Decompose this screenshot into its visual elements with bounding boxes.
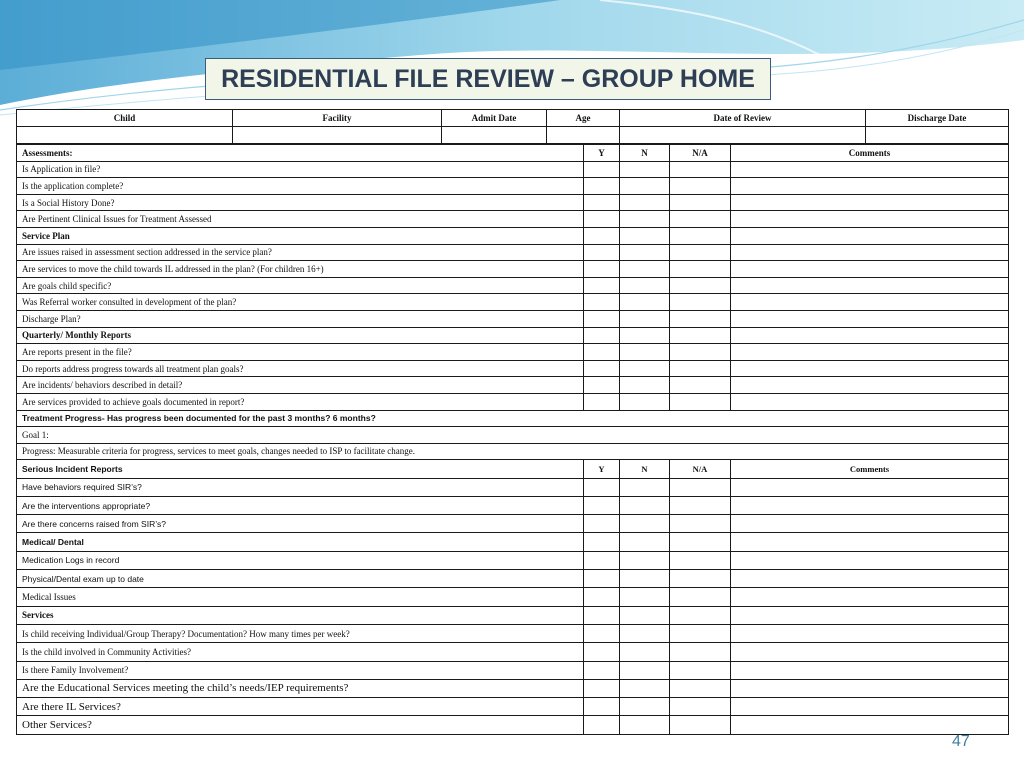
- row-label: Have behaviors required SIR’s?: [17, 478, 584, 496]
- row-label: Treatment Progress- Has progress been documented for the past 3 months? 6 months?: [17, 410, 1009, 427]
- checklist-row: [17, 360, 1009, 377]
- col-header-y-cell: Y: [584, 460, 620, 478]
- row-label: Services: [17, 606, 584, 624]
- row-label: Are the Educational Services meeting the child’s needs/IEP requirements?: [17, 679, 584, 697]
- y-cell[interactable]: [584, 277, 620, 294]
- row-label: Is the child involved in Community Activities?: [17, 643, 584, 661]
- n-cell[interactable]: [620, 294, 670, 311]
- header-table: [16, 109, 1009, 144]
- y-cell[interactable]: [584, 211, 620, 228]
- y-cell[interactable]: [584, 698, 620, 716]
- header-age: Age: [547, 110, 620, 127]
- y-cell[interactable]: [584, 194, 620, 211]
- y-cell[interactable]: [584, 244, 620, 261]
- n-cell[interactable]: [620, 478, 670, 496]
- header-facility: Facility: [233, 110, 442, 127]
- na-cell[interactable]: [670, 606, 731, 624]
- na-cell[interactable]: [670, 624, 731, 642]
- row-label: Medical Issues: [17, 588, 584, 606]
- row-label: Medication Logs in record: [17, 551, 584, 569]
- checklist-row: [17, 211, 1009, 228]
- na-cell[interactable]: [670, 227, 731, 244]
- na-cell[interactable]: [670, 310, 731, 327]
- header-date-of-review: Date of Review: [620, 110, 866, 127]
- discharge-date-input-cell[interactable]: [866, 127, 1009, 144]
- y-cell[interactable]: [584, 178, 620, 195]
- comments-cell[interactable]: [731, 496, 1009, 514]
- y-cell[interactable]: [584, 624, 620, 642]
- row-label: Is the application complete?: [17, 178, 584, 195]
- col-header-comments-cell: Comments: [731, 145, 1009, 162]
- row-label: Are there concerns raised from SIR’s?: [17, 515, 584, 533]
- row-label: Are services provided to achieve goals documented in report?: [17, 393, 584, 410]
- facility-input-cell[interactable]: [233, 127, 442, 144]
- y-cell[interactable]: [584, 294, 620, 311]
- n-cell[interactable]: [620, 624, 670, 642]
- checklist-row: [17, 643, 1009, 661]
- na-cell[interactable]: [670, 478, 731, 496]
- checklist-row: [17, 344, 1009, 361]
- n-cell[interactable]: [620, 178, 670, 195]
- comments-cell[interactable]: [731, 624, 1009, 642]
- comments-cell[interactable]: [731, 570, 1009, 588]
- checklist-row: [17, 310, 1009, 327]
- n-cell[interactable]: [620, 194, 670, 211]
- checklist-row: [17, 443, 1009, 460]
- comments-cell[interactable]: [731, 178, 1009, 195]
- checklist-row: [17, 588, 1009, 606]
- checklist-row: [17, 178, 1009, 195]
- header-child: Child: [17, 110, 233, 127]
- n-cell[interactable]: [620, 698, 670, 716]
- n-cell[interactable]: [620, 533, 670, 551]
- row-label: Are incidents/ behaviors described in detail?: [17, 377, 584, 394]
- na-cell[interactable]: [670, 327, 731, 344]
- checklist-row: [17, 244, 1009, 261]
- page-number: 47: [952, 733, 970, 750]
- comments-cell[interactable]: [731, 277, 1009, 294]
- na-cell[interactable]: [670, 533, 731, 551]
- checklist-row: [17, 261, 1009, 278]
- checklist-row: [17, 551, 1009, 569]
- na-cell[interactable]: [670, 294, 731, 311]
- comments-cell[interactable]: [731, 294, 1009, 311]
- na-cell[interactable]: [670, 277, 731, 294]
- comments-cell[interactable]: [731, 716, 1009, 734]
- checklist-row: [17, 393, 1009, 410]
- y-cell[interactable]: [584, 496, 620, 514]
- row-label: Progress: Measurable criteria for progress, services to meet goals, changes needed to ISP to facilitate change.: [17, 443, 1009, 460]
- n-cell[interactable]: [620, 679, 670, 697]
- n-cell[interactable]: [620, 570, 670, 588]
- y-cell[interactable]: [584, 716, 620, 734]
- n-cell[interactable]: [620, 551, 670, 569]
- comments-cell[interactable]: [731, 194, 1009, 211]
- na-cell[interactable]: [670, 570, 731, 588]
- na-cell[interactable]: [670, 261, 731, 278]
- na-cell[interactable]: [670, 661, 731, 679]
- y-cell[interactable]: [584, 327, 620, 344]
- row-label: Do reports address progress towards all treatment plan goals?: [17, 360, 584, 377]
- header-admit-date: Admit Date: [442, 110, 547, 127]
- col-header-y-cell: Y: [584, 145, 620, 162]
- row-label: Discharge Plan?: [17, 310, 584, 327]
- checklist-row: [17, 410, 1009, 427]
- checklist-row: [17, 716, 1009, 734]
- comments-cell[interactable]: [731, 261, 1009, 278]
- checklist-row: [17, 294, 1009, 311]
- n-cell[interactable]: [620, 716, 670, 734]
- checklist-row: [17, 427, 1009, 444]
- y-cell[interactable]: [584, 570, 620, 588]
- comments-cell[interactable]: [731, 161, 1009, 178]
- n-cell[interactable]: [620, 277, 670, 294]
- age-input-cell[interactable]: [547, 127, 620, 144]
- row-label: Is Application in file?: [17, 161, 584, 178]
- n-cell[interactable]: [620, 393, 670, 410]
- row-label: Are goals child specific?: [17, 277, 584, 294]
- n-cell[interactable]: [620, 261, 670, 278]
- na-cell[interactable]: [670, 161, 731, 178]
- row-label: Physical/Dental exam up to date: [17, 570, 584, 588]
- row-label: Is a Social History Done?: [17, 194, 584, 211]
- comments-cell[interactable]: [731, 606, 1009, 624]
- row-label: Are reports present in the file?: [17, 344, 584, 361]
- row-label: Are the interventions appropriate?: [17, 496, 584, 514]
- na-cell[interactable]: [670, 679, 731, 697]
- na-cell[interactable]: [670, 588, 731, 606]
- checklist-row: [17, 277, 1009, 294]
- row-label: Are Pertinent Clinical Issues for Treatment Assessed: [17, 211, 584, 228]
- na-cell[interactable]: [670, 643, 731, 661]
- n-cell[interactable]: [620, 227, 670, 244]
- checklist-row: [17, 194, 1009, 211]
- na-cell[interactable]: [670, 496, 731, 514]
- comments-cell[interactable]: [731, 227, 1009, 244]
- comments-cell[interactable]: [731, 377, 1009, 394]
- na-cell[interactable]: [670, 178, 731, 195]
- n-cell[interactable]: [620, 310, 670, 327]
- col-header-n-cell: N: [620, 145, 670, 162]
- checklist-row: [17, 533, 1009, 551]
- n-cell[interactable]: [620, 606, 670, 624]
- y-cell[interactable]: [584, 261, 620, 278]
- row-label: Serious Incident Reports: [17, 460, 584, 478]
- n-cell[interactable]: [620, 588, 670, 606]
- header-discharge-date: Discharge Date: [866, 110, 1009, 127]
- checklist-row: [17, 478, 1009, 496]
- checklist-row: [17, 606, 1009, 624]
- na-cell[interactable]: [670, 716, 731, 734]
- checklist-row: [17, 496, 1009, 514]
- comments-cell[interactable]: [731, 360, 1009, 377]
- row-label: Other Services?: [17, 716, 584, 734]
- checklist-row: [17, 661, 1009, 679]
- comments-cell[interactable]: [731, 244, 1009, 261]
- row-label: Medical/ Dental: [17, 533, 584, 551]
- comments-cell[interactable]: [731, 551, 1009, 569]
- row-label: Assessments:: [17, 145, 584, 162]
- n-cell[interactable]: [620, 244, 670, 261]
- y-cell[interactable]: [584, 310, 620, 327]
- comments-cell[interactable]: [731, 327, 1009, 344]
- y-cell[interactable]: [584, 344, 620, 361]
- n-cell[interactable]: [620, 161, 670, 178]
- admit-date-input-cell[interactable]: [442, 127, 547, 144]
- na-cell[interactable]: [670, 344, 731, 361]
- n-cell[interactable]: [620, 377, 670, 394]
- y-cell[interactable]: [584, 679, 620, 697]
- checklist-row: [17, 327, 1009, 344]
- row-label: Is there Family Involvement?: [17, 661, 584, 679]
- n-cell[interactable]: [620, 515, 670, 533]
- checklist-row: [17, 698, 1009, 716]
- comments-cell[interactable]: [731, 698, 1009, 716]
- na-cell[interactable]: [670, 551, 731, 569]
- comments-cell[interactable]: [731, 679, 1009, 697]
- checklist-row: [17, 377, 1009, 394]
- checklist-row: [17, 145, 1009, 162]
- comments-cell[interactable]: [731, 533, 1009, 551]
- checklist-row: [17, 161, 1009, 178]
- col-header-na-cell: N/A: [670, 145, 731, 162]
- n-cell[interactable]: [620, 360, 670, 377]
- na-cell[interactable]: [670, 194, 731, 211]
- y-cell[interactable]: [584, 551, 620, 569]
- col-header-n-cell: N: [620, 460, 670, 478]
- y-cell[interactable]: [584, 606, 620, 624]
- y-cell[interactable]: [584, 161, 620, 178]
- na-cell[interactable]: [670, 377, 731, 394]
- y-cell[interactable]: [584, 533, 620, 551]
- na-cell[interactable]: [670, 211, 731, 228]
- row-label: Goal 1:: [17, 427, 1009, 444]
- row-label: Is child receiving Individual/Group Therapy? Documentation? How many times per week?: [17, 624, 584, 642]
- na-cell[interactable]: [670, 393, 731, 410]
- row-label: Was Referral worker consulted in development of the plan?: [17, 294, 584, 311]
- row-label: Are issues raised in assessment section addressed in the service plan?: [17, 244, 584, 261]
- comments-cell[interactable]: [731, 310, 1009, 327]
- title-banner: [205, 58, 771, 100]
- na-cell[interactable]: [670, 360, 731, 377]
- row-label: Service Plan: [17, 227, 584, 244]
- y-cell[interactable]: [584, 227, 620, 244]
- na-cell[interactable]: [670, 515, 731, 533]
- y-cell[interactable]: [584, 377, 620, 394]
- row-label: Quarterly/ Monthly Reports: [17, 327, 584, 344]
- comments-cell[interactable]: [731, 211, 1009, 228]
- n-cell[interactable]: [620, 643, 670, 661]
- review-checklist-table: [16, 144, 1009, 735]
- na-cell[interactable]: [670, 698, 731, 716]
- n-cell[interactable]: [620, 344, 670, 361]
- comments-cell[interactable]: [731, 588, 1009, 606]
- page-title: RESIDENTIAL FILE REVIEW – GROUP HOME: [221, 64, 755, 93]
- checklist-row: [17, 515, 1009, 533]
- y-cell[interactable]: [584, 661, 620, 679]
- checklist-row: [17, 624, 1009, 642]
- y-cell[interactable]: [584, 643, 620, 661]
- y-cell[interactable]: [584, 393, 620, 410]
- na-cell[interactable]: [670, 244, 731, 261]
- comments-cell[interactable]: [731, 661, 1009, 679]
- comments-cell[interactable]: [731, 344, 1009, 361]
- comments-cell[interactable]: [731, 643, 1009, 661]
- n-cell[interactable]: [620, 327, 670, 344]
- comments-cell[interactable]: [731, 478, 1009, 496]
- comments-cell[interactable]: [731, 515, 1009, 533]
- y-cell[interactable]: [584, 588, 620, 606]
- n-cell[interactable]: [620, 661, 670, 679]
- row-label: Are there IL Services?: [17, 698, 584, 716]
- checklist-row: [17, 679, 1009, 697]
- checklist-row: [17, 570, 1009, 588]
- y-cell[interactable]: [584, 360, 620, 377]
- n-cell[interactable]: [620, 496, 670, 514]
- checklist-row: [17, 460, 1009, 478]
- col-header-comments-cell: Comments: [731, 460, 1009, 478]
- y-cell[interactable]: [584, 478, 620, 496]
- checklist-row: [17, 227, 1009, 244]
- row-label: Are services to move the child towards IL addressed in the plan? (For children 16+): [17, 261, 584, 278]
- date-of-review-input-cell[interactable]: [620, 127, 866, 144]
- y-cell[interactable]: [584, 515, 620, 533]
- child-input-cell[interactable]: [17, 127, 233, 144]
- col-header-na-cell: N/A: [670, 460, 731, 478]
- n-cell[interactable]: [620, 211, 670, 228]
- comments-cell[interactable]: [731, 393, 1009, 410]
